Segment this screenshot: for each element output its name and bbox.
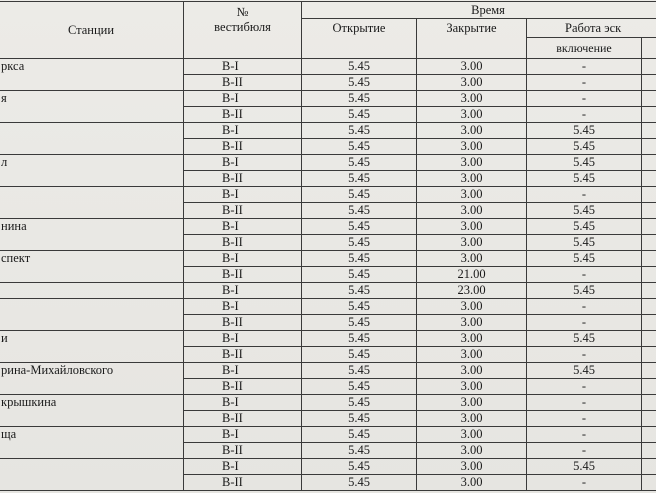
- escalator-off-cell: [642, 459, 656, 475]
- escalator-on-cell: -: [527, 347, 642, 363]
- header-vestibule-text: № вестибюля: [214, 5, 271, 34]
- closing-cell: 3.00: [417, 75, 527, 91]
- closing-cell: 3.00: [417, 91, 527, 107]
- vestibule-cell: В-I: [184, 219, 302, 235]
- escalator-off-cell: [642, 91, 656, 107]
- table-row: [0, 155, 656, 171]
- opening-cell: 5.45: [302, 155, 417, 171]
- closing-cell: 3.00: [417, 59, 527, 75]
- table-row: [0, 123, 656, 139]
- escalator-off-cell: [642, 59, 656, 75]
- closing-cell: 3.00: [417, 107, 527, 123]
- closing-cell: 3.00: [417, 299, 527, 315]
- closing-cell: 3.00: [417, 235, 527, 251]
- table-row: [0, 187, 656, 203]
- opening-cell: 5.45: [302, 395, 417, 411]
- opening-cell: 5.45: [302, 251, 417, 267]
- header-vestibule: [184, 2, 302, 59]
- escalator-off-cell: [642, 347, 656, 363]
- vestibule-cell: В-II: [184, 203, 302, 219]
- closing-cell: 3.00: [417, 363, 527, 379]
- escalator-off-cell: [642, 475, 656, 491]
- escalator-off-cell: [642, 427, 656, 443]
- escalator-off-cell: [642, 203, 656, 219]
- escalator-off-cell: [642, 267, 656, 283]
- escalator-on-cell: -: [527, 267, 642, 283]
- closing-cell: 3.00: [417, 139, 527, 155]
- vestibule-cell: В-I: [184, 155, 302, 171]
- vestibule-cell: В-I: [184, 363, 302, 379]
- opening-cell: 5.45: [302, 299, 417, 315]
- escalator-on-cell: 5.45: [527, 203, 642, 219]
- table-row: [0, 59, 656, 75]
- opening-cell: 5.45: [302, 123, 417, 139]
- escalator-on-cell: -: [527, 315, 642, 331]
- escalator-off-cell: [642, 299, 656, 315]
- closing-cell: 3.00: [417, 171, 527, 187]
- station-name: нина: [0, 219, 184, 251]
- closing-cell: 3.00: [417, 379, 527, 395]
- station-name: [0, 123, 184, 155]
- escalator-on-cell: -: [527, 411, 642, 427]
- vestibule-cell: В-II: [184, 475, 302, 491]
- escalator-off-cell: [642, 379, 656, 395]
- vestibule-cell: В-II: [184, 107, 302, 123]
- escalator-off-cell: [642, 331, 656, 347]
- table-row: [0, 283, 656, 299]
- opening-cell: 5.45: [302, 219, 417, 235]
- closing-cell: 3.00: [417, 315, 527, 331]
- opening-cell: 5.45: [302, 91, 417, 107]
- escalator-on-cell: 5.45: [527, 363, 642, 379]
- header-opening: Открытие: [302, 19, 417, 59]
- escalator-off-cell: [642, 235, 656, 251]
- vestibule-cell: В-I: [184, 91, 302, 107]
- table-row: [0, 331, 656, 347]
- opening-cell: 5.45: [302, 459, 417, 475]
- vestibule-cell: В-II: [184, 235, 302, 251]
- escalator-on-cell: -: [527, 91, 642, 107]
- station-name: [0, 459, 184, 491]
- escalator-off-cell: [642, 187, 656, 203]
- vestibule-cell: В-II: [184, 75, 302, 91]
- header-closing: Закрытие: [417, 19, 527, 59]
- table-row: [0, 459, 656, 475]
- escalator-on-cell: 5.45: [527, 123, 642, 139]
- opening-cell: 5.45: [302, 379, 417, 395]
- escalator-off-cell: [642, 443, 656, 459]
- opening-cell: 5.45: [302, 427, 417, 443]
- vestibule-cell: В-I: [184, 59, 302, 75]
- escalator-on-cell: -: [527, 187, 642, 203]
- opening-cell: 5.45: [302, 347, 417, 363]
- opening-cell: 5.45: [302, 411, 417, 427]
- header-turn-on: включение: [527, 38, 642, 59]
- opening-cell: 5.45: [302, 187, 417, 203]
- table-row: [0, 395, 656, 411]
- vestibule-cell: В-I: [184, 283, 302, 299]
- header-escalator: Работа эск: [527, 19, 656, 38]
- escalator-on-cell: -: [527, 427, 642, 443]
- station-name: и: [0, 331, 184, 363]
- closing-cell: 3.00: [417, 427, 527, 443]
- closing-cell: 3.00: [417, 331, 527, 347]
- vestibule-cell: В-I: [184, 299, 302, 315]
- escalator-on-cell: 5.45: [527, 459, 642, 475]
- escalator-on-cell: -: [527, 107, 642, 123]
- closing-cell: 3.00: [417, 187, 527, 203]
- closing-cell: 3.00: [417, 347, 527, 363]
- opening-cell: 5.45: [302, 75, 417, 91]
- opening-cell: 5.45: [302, 203, 417, 219]
- escalator-on-cell: -: [527, 299, 642, 315]
- table-row: [0, 427, 656, 443]
- vestibule-cell: В-II: [184, 443, 302, 459]
- opening-cell: 5.45: [302, 59, 417, 75]
- vestibule-cell: В-II: [184, 139, 302, 155]
- table-row: [0, 219, 656, 235]
- closing-cell: 3.00: [417, 123, 527, 139]
- opening-cell: 5.45: [302, 331, 417, 347]
- table-row: [0, 251, 656, 267]
- table-row: [0, 91, 656, 107]
- escalator-on-cell: -: [527, 379, 642, 395]
- station-name: я: [0, 91, 184, 123]
- vestibule-cell: В-I: [184, 459, 302, 475]
- escalator-off-cell: [642, 315, 656, 331]
- closing-cell: 3.00: [417, 411, 527, 427]
- escalator-on-cell: 5.45: [527, 251, 642, 267]
- closing-cell: 23.00: [417, 283, 527, 299]
- vestibule-cell: В-II: [184, 411, 302, 427]
- table-row: [0, 363, 656, 379]
- opening-cell: 5.45: [302, 315, 417, 331]
- station-name: крышкина: [0, 395, 184, 427]
- station-name: [0, 283, 184, 299]
- opening-cell: 5.45: [302, 363, 417, 379]
- opening-cell: 5.45: [302, 107, 417, 123]
- opening-cell: 5.45: [302, 475, 417, 491]
- closing-cell: 21.00: [417, 267, 527, 283]
- header-stations: Станции: [0, 2, 184, 59]
- escalator-off-cell: [642, 219, 656, 235]
- opening-cell: 5.45: [302, 139, 417, 155]
- station-name: [0, 299, 184, 331]
- vestibule-cell: В-I: [184, 251, 302, 267]
- closing-cell: 3.00: [417, 155, 527, 171]
- escalator-on-cell: 5.45: [527, 331, 642, 347]
- escalator-on-cell: 5.45: [527, 155, 642, 171]
- closing-cell: 3.00: [417, 443, 527, 459]
- escalator-on-cell: 5.45: [527, 235, 642, 251]
- escalator-on-cell: -: [527, 395, 642, 411]
- vestibule-cell: В-I: [184, 395, 302, 411]
- opening-cell: 5.45: [302, 171, 417, 187]
- escalator-on-cell: 5.45: [527, 139, 642, 155]
- station-name: [0, 187, 184, 219]
- vestibule-cell: В-I: [184, 123, 302, 139]
- escalator-on-cell: -: [527, 59, 642, 75]
- escalator-on-cell: 5.45: [527, 171, 642, 187]
- escalator-on-cell: -: [527, 75, 642, 91]
- escalator-on-cell: 5.45: [527, 283, 642, 299]
- opening-cell: 5.45: [302, 283, 417, 299]
- station-name: ркса: [0, 59, 184, 91]
- escalator-off-cell: [642, 75, 656, 91]
- closing-cell: 3.00: [417, 395, 527, 411]
- escalator-off-cell: [642, 411, 656, 427]
- header-turn-off: [642, 38, 656, 59]
- schedule-body: [0, 59, 656, 491]
- station-name: ща: [0, 427, 184, 459]
- escalator-off-cell: [642, 395, 656, 411]
- vestibule-cell: В-II: [184, 171, 302, 187]
- closing-cell: 3.00: [417, 251, 527, 267]
- station-name: спект: [0, 251, 184, 283]
- escalator-on-cell: 5.45: [527, 219, 642, 235]
- closing-cell: 3.00: [417, 203, 527, 219]
- escalator-off-cell: [642, 283, 656, 299]
- opening-cell: 5.45: [302, 443, 417, 459]
- closing-cell: 3.00: [417, 459, 527, 475]
- opening-cell: 5.45: [302, 267, 417, 283]
- vestibule-cell: В-I: [184, 427, 302, 443]
- escalator-off-cell: [642, 123, 656, 139]
- header-time: Время: [302, 2, 656, 19]
- table-row: [0, 299, 656, 315]
- vestibule-cell: В-II: [184, 347, 302, 363]
- schedule-table: [0, 1, 656, 491]
- escalator-on-cell: -: [527, 475, 642, 491]
- escalator-off-cell: [642, 139, 656, 155]
- station-name: л: [0, 155, 184, 187]
- vestibule-cell: В-II: [184, 267, 302, 283]
- station-name: рина-Михайловского: [0, 363, 184, 395]
- opening-cell: 5.45: [302, 235, 417, 251]
- escalator-off-cell: [642, 251, 656, 267]
- escalator-off-cell: [642, 171, 656, 187]
- closing-cell: 3.00: [417, 475, 527, 491]
- escalator-off-cell: [642, 155, 656, 171]
- escalator-on-cell: -: [527, 443, 642, 459]
- vestibule-cell: В-II: [184, 315, 302, 331]
- closing-cell: 3.00: [417, 219, 527, 235]
- vestibule-cell: В-I: [184, 331, 302, 347]
- vestibule-cell: В-I: [184, 187, 302, 203]
- vestibule-cell: В-II: [184, 379, 302, 395]
- escalator-off-cell: [642, 363, 656, 379]
- escalator-off-cell: [642, 107, 656, 123]
